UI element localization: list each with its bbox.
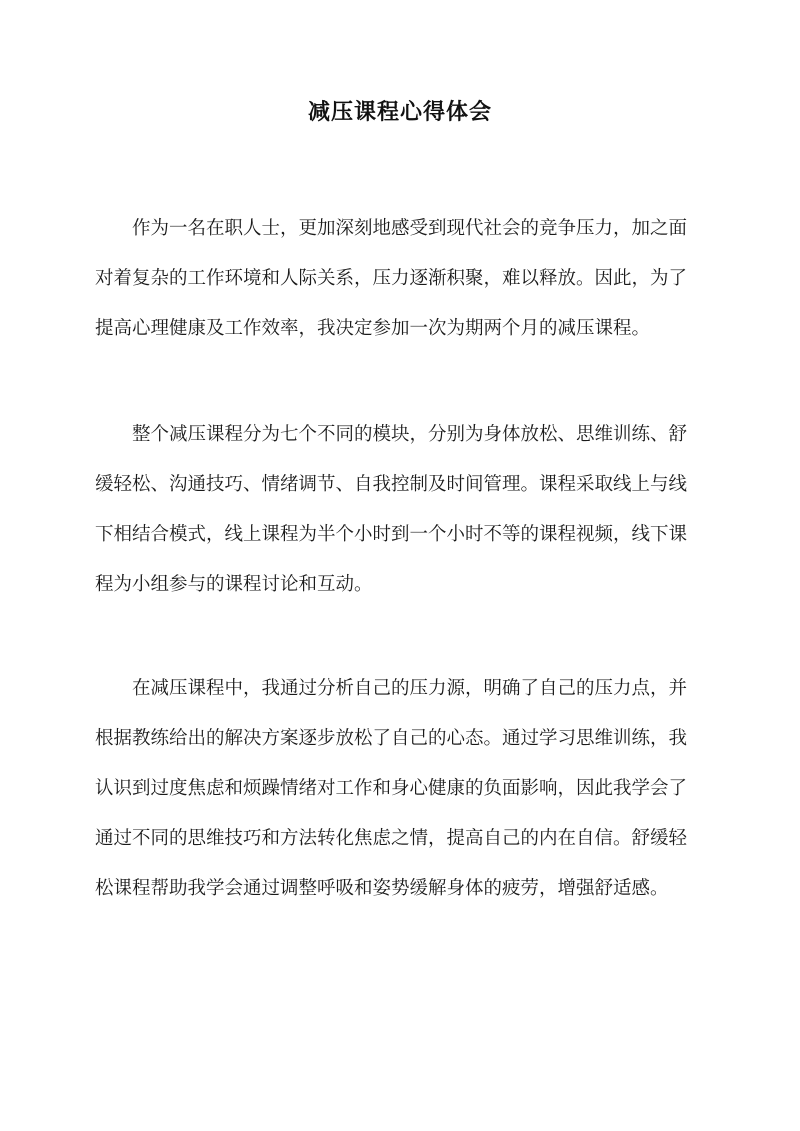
- paragraph-1: [95, 204, 705, 354]
- paragraph-2: [95, 410, 705, 610]
- paragraph-line: 缓轻松、沟通技巧、情绪调节、自我控制及时间管理。课程采取线上与线: [95, 474, 688, 495]
- paragraph-line: 对着复杂的工作环境和人际关系，压力逐渐积聚，难以释放。因此，为了: [95, 268, 688, 289]
- document-title: 减压课程心得体会: [307, 99, 492, 125]
- paragraph-3: [95, 664, 705, 914]
- paragraph-line: 整个减压课程分为七个不同的模块，分别为身体放松、思维训练、舒: [132, 424, 688, 445]
- paragraph-line: 在减压课程中，我通过分析自己的压力源，明确了自己的压力点，并: [132, 678, 688, 699]
- paragraph-line: 根据教练给出的解决方案逐步放松了自己的心态。通过学习思维训练，我: [95, 728, 688, 749]
- paragraph-line: 下相结合模式，线上课程为半个小时到一个小时不等的课程视频，线下课: [95, 524, 688, 545]
- paragraph-line: 认识到过度焦虑和烦躁情绪对工作和身心健康的负面影响，因此我学会了: [95, 778, 688, 799]
- paragraph-line: 程为小组参与的课程讨论和互动。: [95, 574, 373, 595]
- paragraph-line: 通过不同的思维技巧和方法转化焦虑之情，提高自己的内在自信。舒缓轻: [95, 828, 688, 849]
- paragraph-line: 提高心理健康及工作效率，我决定参加一次为期两个月的减压课程。: [95, 318, 651, 339]
- paragraph-line: 作为一名在职人士，更加深刻地感受到现代社会的竞争压力，加之面: [132, 218, 688, 239]
- paragraph-line: 松课程帮助我学会通过调整呼吸和姿势缓解身体的疲劳，增强舒适感。: [95, 878, 669, 899]
